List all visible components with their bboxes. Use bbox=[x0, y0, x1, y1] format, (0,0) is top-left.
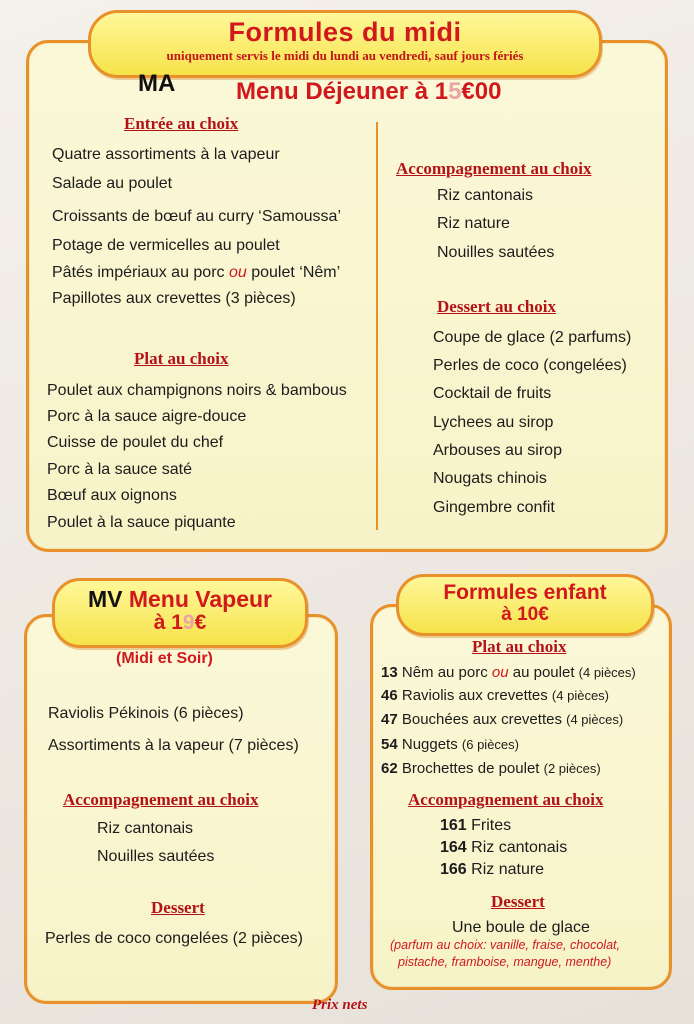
accomp-header: Accompagnement au choix bbox=[396, 159, 592, 178]
plat-item: Poulet à la sauce piquante bbox=[47, 514, 236, 531]
item-number: 54 bbox=[381, 736, 398, 753]
mv-title-line bbox=[55, 586, 305, 613]
dessert-item: Perles de coco (congelées) bbox=[433, 357, 627, 374]
mv-price-rest: € bbox=[194, 611, 207, 634]
enfant-plat-item bbox=[381, 711, 623, 728]
enfant-plat-item bbox=[381, 664, 636, 681]
ma-title-text: Menu Déjeuner à 1 bbox=[236, 78, 449, 105]
item-ou: ou bbox=[491, 664, 509, 681]
formules-enfant-banner bbox=[396, 574, 654, 636]
item-number: 13 bbox=[381, 664, 398, 681]
dessert-item: Gingembre confit bbox=[433, 499, 555, 516]
enfant-accomp-item bbox=[440, 861, 544, 879]
item-qty: (4 pièces) bbox=[566, 712, 624, 727]
enfant-plat-item bbox=[381, 760, 601, 777]
plat-item: Porc à la sauce saté bbox=[47, 461, 192, 478]
mv-item: Raviolis Pékinois (6 pièces) bbox=[48, 705, 244, 722]
column-divider bbox=[376, 122, 378, 530]
mv-accomp-item: Nouilles sautées bbox=[97, 848, 215, 865]
accomp-item: Riz nature bbox=[437, 215, 510, 232]
ma-price-digit: 5 bbox=[448, 78, 462, 105]
ma-price-rest: €00 bbox=[461, 78, 502, 105]
banner-title: Formules du midi bbox=[228, 17, 462, 47]
dessert-item: Coupe de glace (2 parfums) bbox=[433, 329, 632, 346]
entree-item-nem bbox=[52, 264, 340, 282]
ma-code: MA bbox=[138, 70, 176, 97]
nem-text-b: poulet ‘Nêm’ bbox=[246, 264, 341, 281]
mv-price-a: à 1 bbox=[153, 611, 183, 634]
entree-item: Quatre assortiments à la vapeur bbox=[52, 146, 280, 163]
dessert-item: Nougats chinois bbox=[433, 470, 547, 487]
mv-accomp-header: Accompagnement au choix bbox=[63, 790, 259, 809]
enfant-accomp-header: Accompagnement au choix bbox=[408, 790, 604, 809]
item-name-a: Nêm au porc bbox=[397, 664, 492, 681]
item-name: Frites bbox=[466, 817, 512, 834]
item-number: 164 bbox=[440, 839, 467, 856]
item-name: Riz cantonais bbox=[466, 839, 568, 856]
mv-note: (Midi et Soir) bbox=[116, 650, 213, 667]
plat-item: Bœuf aux oignons bbox=[47, 487, 177, 504]
item-qty: (4 pièces) bbox=[578, 665, 636, 680]
enfant-plat-item bbox=[381, 687, 609, 704]
accomp-item: Riz cantonais bbox=[437, 187, 534, 204]
item-number: 47 bbox=[381, 711, 398, 728]
item-name: Raviolis aux crevettes bbox=[397, 687, 552, 704]
nem-ou: ou bbox=[228, 264, 247, 281]
item-qty: (6 pièces) bbox=[461, 737, 519, 752]
nem-text-a: Pâtés impériaux au porc bbox=[52, 264, 229, 281]
item-number: 62 bbox=[381, 760, 398, 777]
mv-name: Menu Vapeur bbox=[128, 586, 273, 612]
enfant-price: à 10€ bbox=[501, 604, 549, 625]
mv-price-digit: 9 bbox=[182, 611, 195, 634]
enfant-dessert-header: Dessert bbox=[491, 892, 545, 911]
enfant-plat-item bbox=[381, 736, 519, 753]
parfum-line-2: pistache, framboise, mangue, menthe) bbox=[398, 955, 612, 969]
mv-accomp-item: Riz cantonais bbox=[97, 820, 194, 837]
item-name: Bouchées aux crevettes bbox=[397, 711, 567, 728]
entree-item: Salade au poulet bbox=[52, 175, 173, 192]
entree-item: Papillotes aux crevettes (3 pièces) bbox=[52, 290, 296, 307]
enfant-accomp-item bbox=[440, 839, 567, 857]
item-name-b: au poulet bbox=[508, 664, 579, 681]
ma-title bbox=[236, 78, 501, 106]
banner-subtitle: uniquement servis le midi du lundi au vendredi, sauf jours fériés bbox=[166, 48, 524, 63]
mv-item: Assortiments à la vapeur (7 pièces) bbox=[48, 737, 299, 754]
dessert-item: Arbouses au sirop bbox=[433, 442, 562, 459]
plat-item: Cuisse de poulet du chef bbox=[47, 434, 224, 451]
dessert-item: Lychees au sirop bbox=[433, 414, 554, 431]
mv-dessert-item: Perles de coco congelées (2 pièces) bbox=[45, 930, 303, 947]
dessert-item: Cocktail de fruits bbox=[433, 385, 552, 402]
footer-prix-nets: Prix nets bbox=[312, 997, 368, 1013]
item-name: Brochettes de poulet bbox=[397, 760, 544, 777]
enfant-plat-header: Plat au choix bbox=[472, 637, 567, 656]
formules-midi-banner bbox=[88, 10, 602, 78]
entree-header: Entrée au choix bbox=[124, 114, 239, 133]
mv-price-line bbox=[55, 611, 305, 635]
accomp-item: Nouilles sautées bbox=[437, 244, 555, 261]
enfant-accomp-item bbox=[440, 817, 511, 835]
enfant-dessert-item: Une boule de glace bbox=[452, 919, 590, 936]
item-name: Riz nature bbox=[466, 861, 545, 878]
item-qty: (2 pièces) bbox=[543, 761, 601, 776]
plat-item: Porc à la sauce aigre-douce bbox=[47, 408, 247, 425]
item-number: 46 bbox=[381, 687, 398, 704]
mv-dessert-header: Dessert bbox=[151, 898, 205, 917]
entree-item: Croissants de bœuf au curry ‘Samoussa’ bbox=[52, 208, 341, 225]
menu-vapeur-banner bbox=[52, 578, 308, 648]
mv-code: MV bbox=[87, 586, 123, 612]
entree-item: Potage de vermicelles au poulet bbox=[52, 237, 280, 254]
plat-item: Poulet aux champignons noirs & bambous bbox=[47, 382, 347, 399]
item-name: Nuggets bbox=[397, 736, 462, 753]
item-number: 166 bbox=[440, 861, 467, 878]
plat-header: Plat au choix bbox=[134, 349, 229, 368]
item-number: 161 bbox=[440, 817, 467, 834]
dessert-header: Dessert au choix bbox=[437, 297, 556, 316]
item-qty: (4 pièces) bbox=[551, 688, 609, 703]
parfum-line-1: (parfum au choix: vanille, fraise, chocolat, bbox=[390, 938, 620, 952]
enfant-title: Formules enfant bbox=[443, 581, 607, 604]
